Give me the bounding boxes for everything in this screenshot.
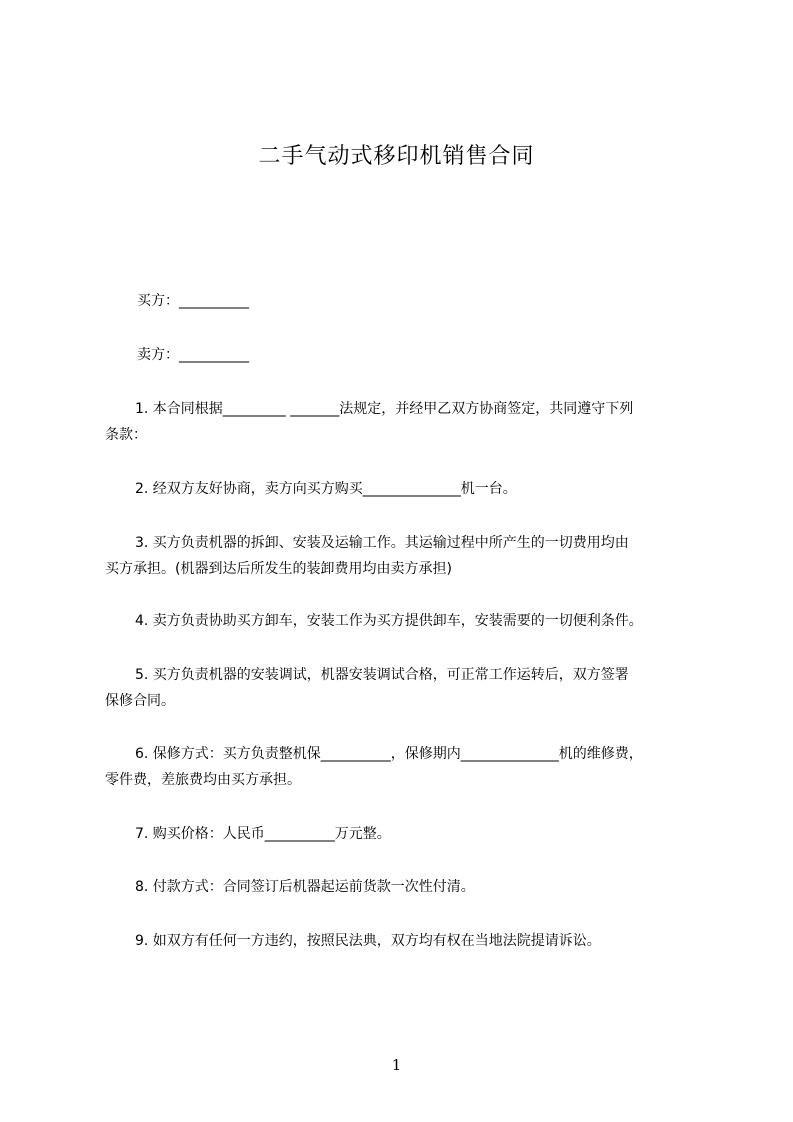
clause-7 — [105, 820, 705, 848]
clause-1 — [105, 395, 705, 423]
clause-1-text: 1. 本合同根据_________ _______法规定，并经甲乙双方协商签定，共同遵守下列 — [135, 401, 634, 417]
clause-3 — [105, 529, 705, 557]
clause-6-text: 6. 保修方式：买方负责整机保__________，保修期内______________机的维修费， — [135, 746, 643, 762]
clause-2 — [105, 475, 705, 503]
clause-8-text: 8. 付款方式：合同签订后机器起运前货款一次性付清。 — [135, 879, 475, 895]
buyer-text: 买方：__________ — [137, 293, 249, 309]
buyer-line — [105, 287, 705, 315]
clause-3-text: 3. 买方负责机器的拆卸、安装及运输工作。其运输过程中所产生的一切费用均由 — [135, 535, 629, 551]
seller-text: 卖方：__________ — [137, 347, 249, 363]
clause-6 — [105, 740, 705, 768]
clause-9 — [105, 927, 705, 955]
clause-7-text: 7. 购买价格：人民币__________万元整。 — [135, 826, 391, 842]
clause-5-text: 5. 买方负责机器的安装调试，机器安装调试合格，可正常工作运转后，双方签署 — [135, 667, 629, 683]
clause-1-continued — [105, 421, 705, 449]
clause-8 — [105, 873, 705, 901]
clause-6-continued — [105, 766, 705, 794]
page-number: 1 — [391, 1056, 402, 1074]
seller-line — [105, 341, 705, 369]
clause-4-text: 4. 卖方负责协助买方卸车，安装工作为买方提供卸车，安装需要的一切便利条件。 — [135, 613, 643, 629]
clause-5-continued — [105, 687, 705, 715]
clause-2-text: 2. 经双方友好协商，卖方向买方购买______________机一台。 — [135, 481, 517, 497]
clause-1-continued-text: 条款： — [105, 427, 147, 443]
clause-3-continued-text: 买方承担。(机器到达后所发生的装卸费用均由卖方承担) — [105, 561, 452, 577]
clause-5-continued-text: 保修合同。 — [105, 693, 175, 709]
document-title: 二手气动式移印机销售合同 — [258, 144, 535, 169]
clause-4 — [105, 607, 705, 635]
clause-6-continued-text: 零件费，差旅费均由买方承担。 — [105, 772, 301, 788]
clause-9-text: 9. 如双方有任何一方违约，按照民法典，双方均有权在当地法院提请诉讼。 — [135, 933, 601, 949]
clause-3-continued — [105, 555, 705, 583]
clause-5 — [105, 661, 705, 689]
